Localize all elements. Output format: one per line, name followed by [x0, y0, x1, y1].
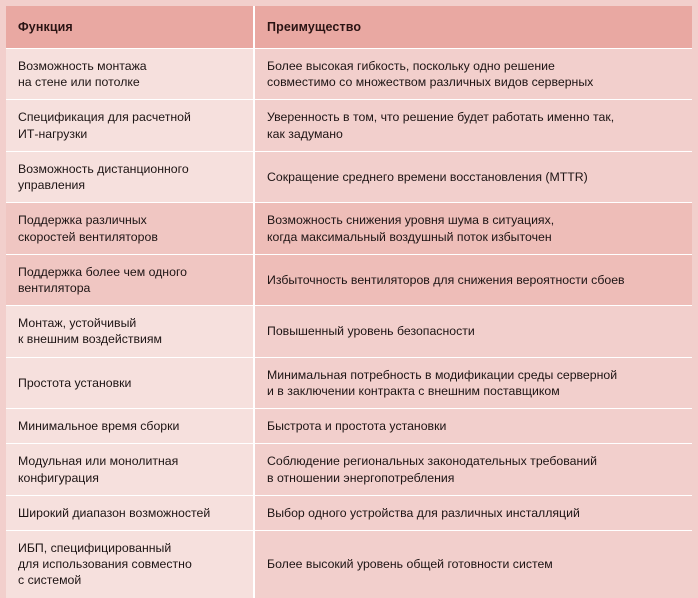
cell-feature: [6, 203, 254, 254]
cell-benefit: [254, 530, 692, 597]
cell-feature-line: ИТ-нагрузки: [18, 126, 88, 141]
cell-feature: [6, 306, 254, 357]
cell-benefit-line: в отношении энергопотребления: [267, 470, 455, 485]
cell-benefit-line: Выбор одного устройства для различных инсталляций: [267, 505, 580, 520]
table-row: [6, 444, 692, 495]
cell-benefit-line: совместимо со множеством различных видов серверных: [267, 75, 594, 90]
cell-benefit-line: когда максимальный воздушный поток избыточен: [267, 229, 552, 244]
cell-feature-line: Минимальное время сборки: [18, 419, 180, 434]
cell-feature: [6, 254, 254, 305]
table-row: [6, 254, 692, 305]
cell-feature: [6, 357, 254, 408]
table-row: [6, 203, 692, 254]
cell-feature: [6, 409, 254, 444]
cell-benefit-line: Сокращение среднего времени восстановления (MTTR): [267, 169, 588, 184]
cell-benefit-line: Более высокий уровень общей готовности систем: [267, 557, 553, 572]
cell-feature-line: Поддержка различных: [18, 213, 147, 228]
cell-feature-line: скоростей вентиляторов: [18, 229, 158, 244]
cell-feature-line: конфигурация: [18, 470, 99, 485]
cell-benefit: [254, 254, 692, 305]
cell-benefit: [254, 49, 692, 100]
cell-feature-line: Поддержка более чем одного: [18, 264, 187, 279]
cell-benefit: [254, 409, 692, 444]
cell-feature-line: на стене или потолке: [18, 75, 140, 90]
column-header-feature: Функция: [6, 6, 254, 49]
table-row: [6, 409, 692, 444]
table-body: [6, 49, 692, 598]
cell-feature-line: с системой: [18, 573, 82, 588]
cell-feature: [6, 444, 254, 495]
cell-feature-line: Модульная или монолитная: [18, 454, 179, 469]
features-benefits-table: [6, 6, 692, 598]
cell-benefit-line: и в заключении контракта с внешним поставщиком: [267, 383, 560, 398]
cell-benefit: [254, 444, 692, 495]
table-row: [6, 49, 692, 100]
cell-feature: [6, 495, 254, 530]
cell-feature: [6, 49, 254, 100]
cell-benefit-line: Более высокая гибкость, поскольку одно решение: [267, 59, 555, 73]
cell-feature-line: ИБП, специфицированный: [18, 540, 172, 555]
cell-benefit: [254, 100, 692, 151]
cell-feature-line: Монтаж, устойчивый: [18, 316, 137, 331]
cell-feature-line: управления: [18, 178, 86, 193]
cell-benefit: [254, 203, 692, 254]
table-row: [6, 357, 692, 408]
cell-benefit-line: Минимальная потребность в модификации среды серверной: [267, 367, 618, 382]
cell-benefit: [254, 151, 692, 202]
cell-benefit-line: Возможность снижения уровня шума в ситуациях,: [267, 213, 555, 228]
cell-benefit-line: Быстрота и простота установки: [267, 419, 447, 434]
cell-benefit: [254, 495, 692, 530]
cell-benefit-line: Повышенный уровень безопасности: [267, 324, 475, 339]
cell-feature-line: Спецификация для расчетной: [18, 110, 191, 125]
cell-feature-line: Возможность дистанционного: [18, 161, 189, 176]
cell-feature-line: Возможность монтажа: [18, 59, 147, 73]
column-header-benefit: Преимущество: [254, 6, 692, 49]
cell-benefit-line: Уверенность в том, что решение будет работать именно так,: [267, 110, 615, 125]
table-row: [6, 306, 692, 357]
cell-benefit: [254, 306, 692, 357]
table-row: [6, 530, 692, 597]
table-row: [6, 100, 692, 151]
cell-feature: [6, 151, 254, 202]
cell-feature: [6, 530, 254, 597]
table-header: [6, 6, 692, 49]
cell-benefit-line: Избыточность вентиляторов для снижения вероятности сбоев: [267, 272, 625, 287]
table-row: [6, 495, 692, 530]
cell-feature-line: для использования совместно: [18, 557, 192, 572]
cell-feature-line: Широкий диапазон возможностей: [18, 505, 211, 520]
cell-benefit-line: Соблюдение региональных законодательных требований: [267, 454, 597, 469]
table-header-row: [6, 6, 692, 49]
cell-benefit: [254, 357, 692, 408]
cell-feature-line: вентилятора: [18, 280, 91, 295]
cell-feature-line: Простота установки: [18, 375, 132, 390]
cell-feature-line: к внешним воздействиям: [18, 332, 162, 347]
cell-feature: [6, 100, 254, 151]
cell-benefit-line: как задумано: [267, 126, 343, 141]
table-row: [6, 151, 692, 202]
